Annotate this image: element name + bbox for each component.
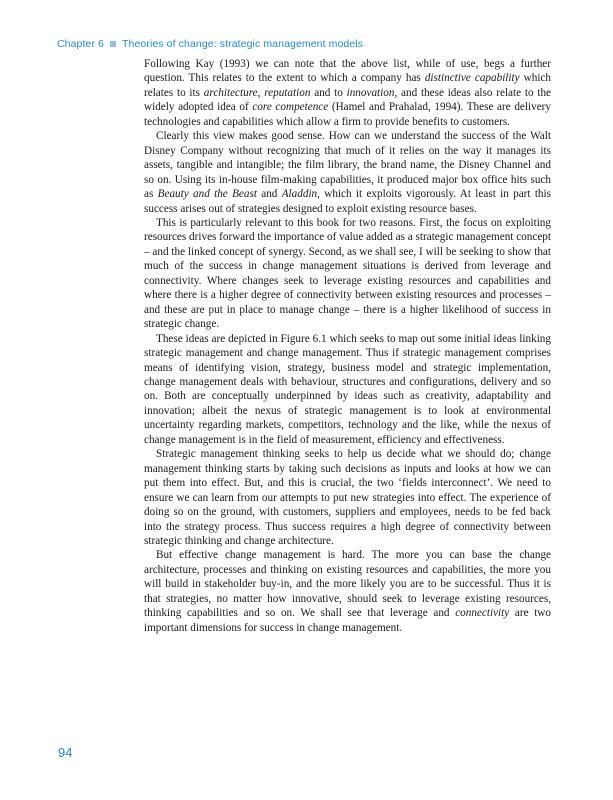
italic-text: connectivity <box>455 607 510 620</box>
text-run: These ideas are depicted in Figure 6.1 which seeks to map out some initial ideas linking strategic management and change management. Thus if strategic management comprises means of identifying vision, strategy, business model and strategic implementation, change management deals with behaviour, structures and configurations, delivery and so on. Both are conceptually underpinned by ideas such as creativity, adaptability and innovation; albeit the nexus of strategic management is to look at environmental uncertainty regarding markets, competitors, technology and the like, while the nexus of change management is in the field of measurement, efficiency and effectiveness. <box>144 332 551 446</box>
body-text <box>144 57 551 635</box>
text-run: But effective change management is hard. The more you can base the change architecture, processes and thinking on existing resources and capabilities, the more you will build in stakeholder buy-in, and the more likely you are to be successful. Thus it is that strategies, no matter how innovative, should seek to leverage existing resources, thinking capabilities and so on. We shall see that leverage and <box>144 549 551 620</box>
italic-text: distinctive capability <box>424 72 520 85</box>
text-run: Clearly this view makes good sense. How can we understand the success of the Walt Disney Company without recognizing that much of it relies on the way it manages its assets, tangible and intangible; the film library, the brand name, the Disney Channel and so on. Using its in-house film-making capabilities, it produced major box office hits such as <box>144 130 551 201</box>
text-run: , <box>257 86 265 99</box>
text-run: , which it exploits vigorously. At least in part this success arises out of strategies designed to exploit existing resource bases. <box>144 188 551 215</box>
paragraph <box>144 548 551 635</box>
running-head <box>57 38 363 50</box>
text-run: This is particularly relevant to this book for two reasons. First, the focus on exploiting resources drives forward the importance of value added as a strategic management concept – and the linked concept of synergy. Second, as we shall see, I will be seeking to show that much of the success in change management situations is derived from leverage and connectivity. Where changes seek to leverage existing resources and capabilities and where there is a higher degree of connectivity between existing resources and processes – and these are put in place to manage change – there is a higher likelihood of success in strategic change. <box>144 216 551 331</box>
italic-text: innovation <box>346 86 395 99</box>
paragraph <box>144 332 551 448</box>
separator-square-icon <box>110 41 116 47</box>
italic-text: reputation <box>264 86 311 99</box>
text-run: Strategic management thinking seeks to help us decide what we should do; change management thinking starts by taking such decisions as inputs and looks at how we can put them into effect. But, and this is crucial, the two ‘fields interconnect’. We need to ensure we can learn from our attempts to put new strategies into effect. The experience of doing so on the ground, with customers, suppliers and employees, needs to be fed back into the strategy process. Thus success requires a high degree of connectivity between strategic thinking and change architecture. <box>144 448 551 547</box>
text-run: (Hamel and Prahalad, 1994). These are delivery technologies and capabilities which allow a firm to provide benefits to customers. <box>144 101 551 128</box>
italic-text: Beauty and the Beast <box>157 188 257 201</box>
paragraph <box>144 57 551 129</box>
paragraph <box>144 216 551 332</box>
chapter-label: Chapter 6 <box>57 38 105 50</box>
paragraph <box>144 447 551 548</box>
paragraph <box>144 129 551 216</box>
text-run: which relates to its <box>144 72 552 99</box>
page-number: 94 <box>58 745 73 760</box>
italic-text: core competence <box>252 101 329 114</box>
text-run: , and these ideas also relate to the widely adopted idea of <box>144 86 552 114</box>
italic-text: Aladdin <box>281 188 318 201</box>
text-run: Following Kay (1993) we can note that the above list, while of use, begs a further question. This relates to the extent to which a company has <box>144 58 551 85</box>
italic-text: architecture <box>203 86 258 99</box>
chapter-title: Theories of change: strategic management models <box>122 38 364 50</box>
text-run: are two important dimensions for success in change management. <box>144 607 551 634</box>
text-run: and <box>256 188 282 201</box>
text-run: and to <box>310 86 347 99</box>
